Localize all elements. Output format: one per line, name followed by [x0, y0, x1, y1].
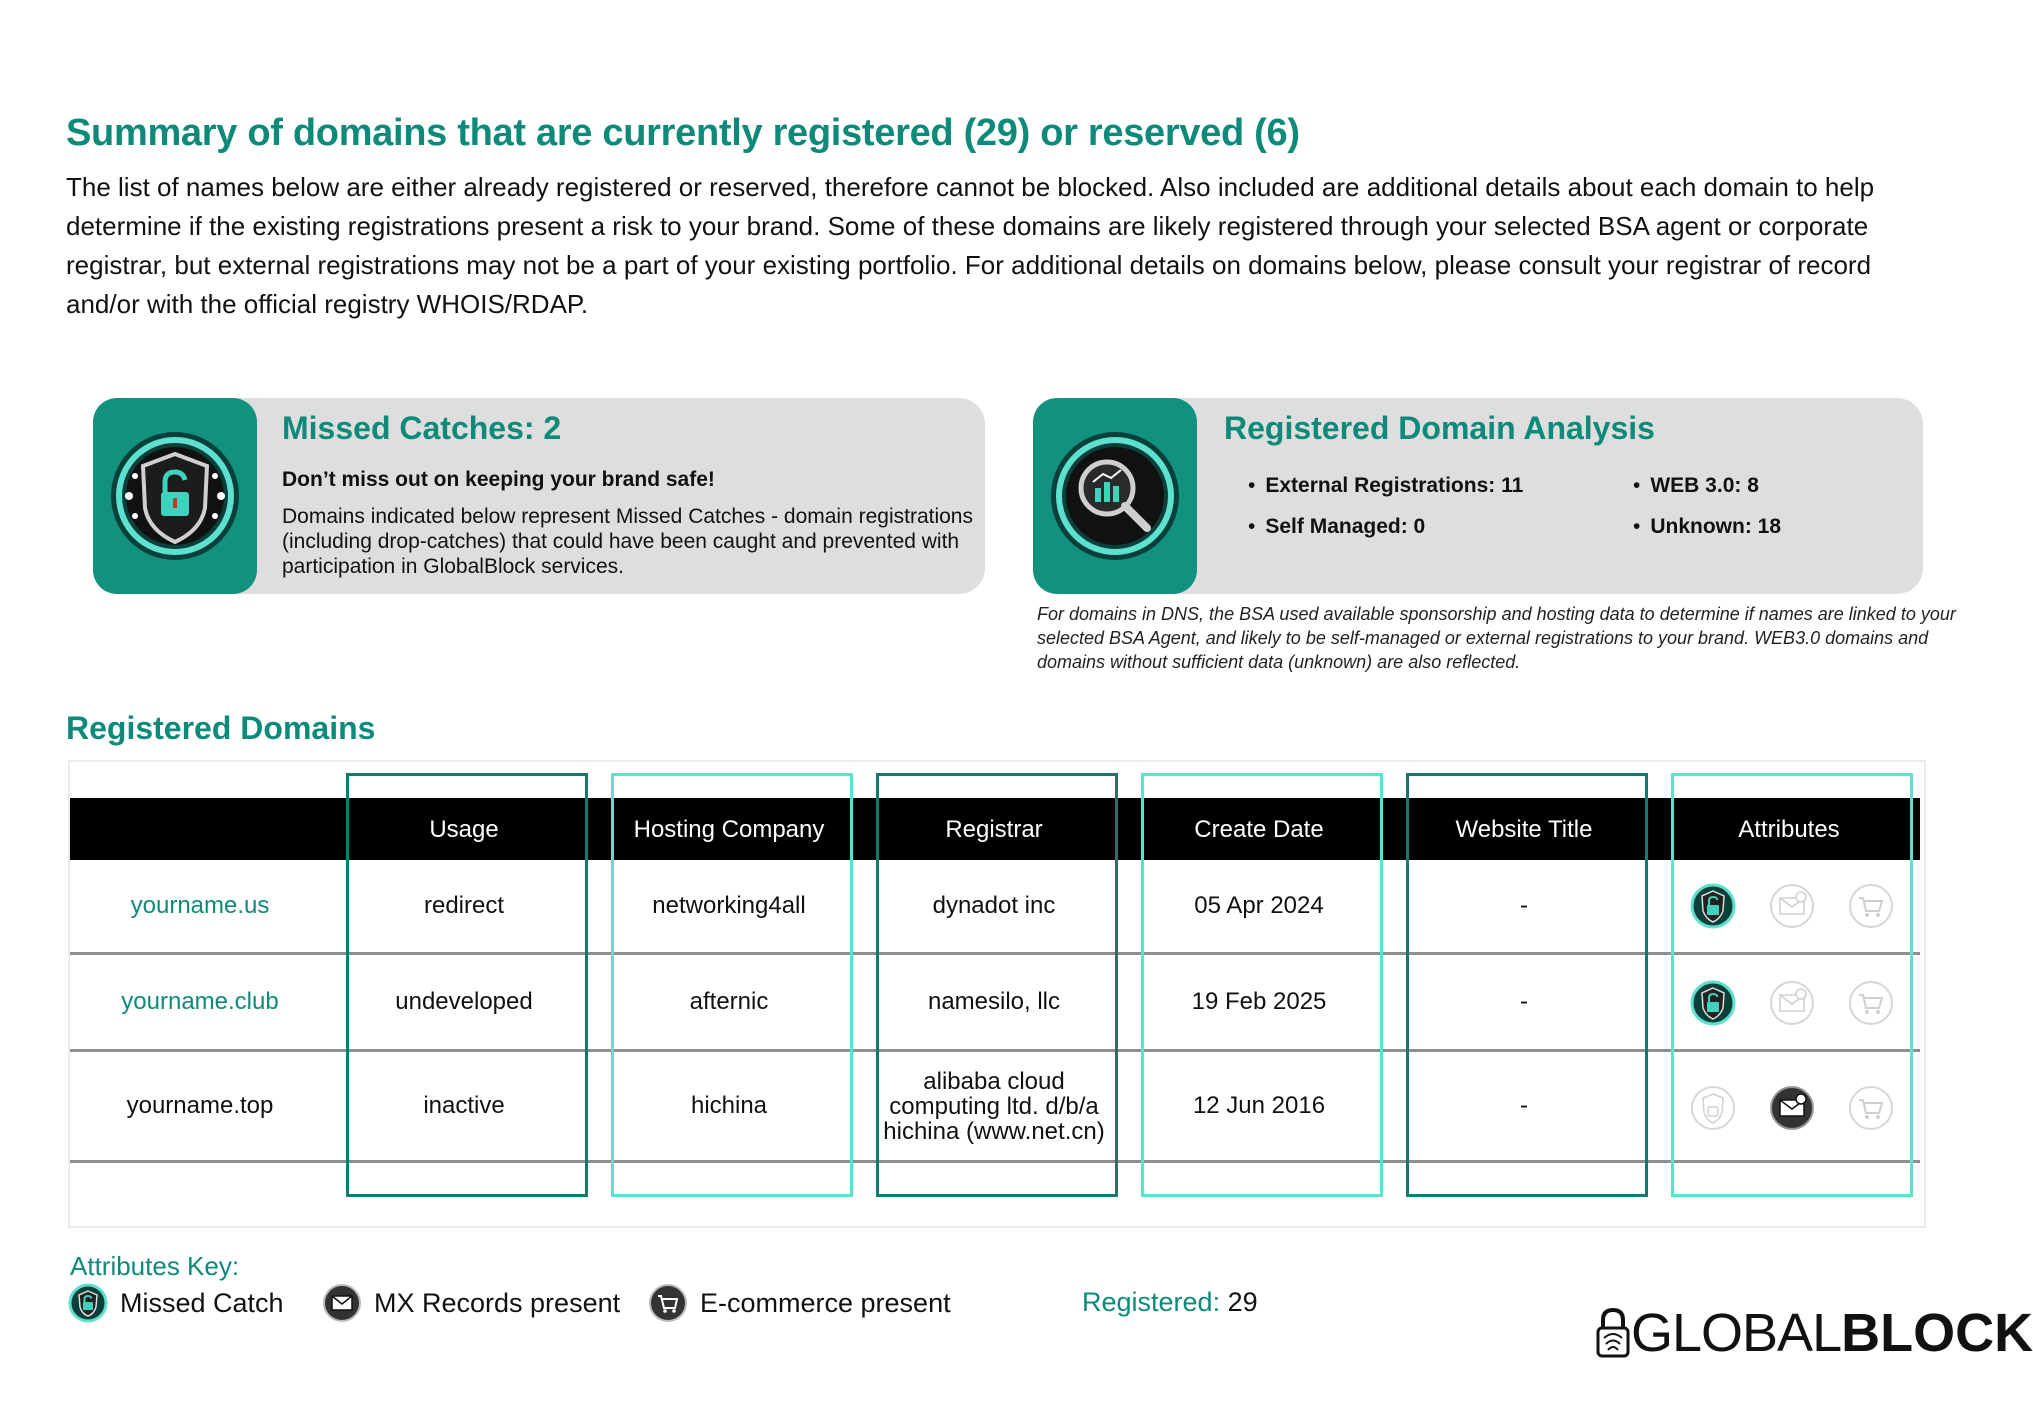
column-outline-hosting: [611, 773, 853, 1197]
key-ecommerce: [648, 1283, 951, 1323]
fingerprint-lock-icon: [1595, 1306, 1631, 1360]
table-cell-website-title: -: [1520, 1092, 1528, 1119]
table-cell-website-title: -: [1520, 892, 1528, 919]
key-mx-records: [322, 1283, 620, 1323]
cart-icon: [648, 1283, 688, 1323]
table-cell-usage: undeveloped: [395, 988, 533, 1015]
table-cell-registrar: alibaba cloud computing ltd. d/b/a hichina (www.net.cn): [883, 1067, 1105, 1145]
key-missed-catch: [68, 1283, 284, 1323]
missed-catch-icon: [68, 1283, 108, 1323]
registered-count-label: Registered:: [1082, 1287, 1221, 1317]
col-header-attributes: Attributes: [1738, 816, 1840, 843]
table-cell-hosting: hichina: [690, 1092, 768, 1119]
table-cell-hosting: afternic: [689, 988, 769, 1015]
col-header-registrar: Registrar: [945, 816, 1043, 843]
stat-self-managed: • Self Managed: 0: [1248, 515, 1425, 539]
stat-external-registrations: • External Registrations: 11: [1248, 474, 1523, 498]
table-cell-registrar: dynadot inc: [932, 892, 1056, 919]
logo-text-light: GLOBAL: [1631, 1303, 1842, 1363]
attributes-key-title: Attributes Key:: [70, 1251, 240, 1281]
missed-catches-description: Domains indicated below represent Missed Catches - domain registrations (including drop-catches) that could have been caught and prevented with participation in GlobalBlock services.: [282, 505, 973, 578]
table-cell-domain[interactable]: yourname.club: [121, 988, 279, 1015]
table-cell-create-date: 05 Apr 2024: [1194, 892, 1324, 919]
logo-text-bold: BLOCK: [1841, 1303, 2033, 1363]
table-cell-create-date: 12 Jun 2016: [1192, 1092, 1326, 1119]
key-missed-catch-label: Missed Catch: [120, 1287, 284, 1318]
column-outline-usage: [346, 773, 588, 1197]
table-cell-website-title: -: [1520, 988, 1528, 1015]
col-header-usage: Usage: [429, 816, 499, 843]
analysis-magnifier-icon: [1033, 398, 1197, 594]
registered-domains-heading: Registered Domains: [66, 710, 376, 746]
missed-catch-shield-icon: [93, 398, 257, 594]
registered-count-value: 29: [1227, 1287, 1258, 1317]
intro-paragraph: The list of names below are either already registered or reserved, therefore cannot be blocked. Also included are additional details about each domain to help determine if the existing registrations present a risk to your brand. Some of these domains are likely registered through your selected BSA agent or corporate registrar, but external registrations may not be a part of your existing portfolio. For additional details on domains below, please consult your registrar of record and/or with the official registry WHOIS/RDAP.: [66, 172, 1875, 319]
table-cell-registrar: namesilo, llc: [927, 988, 1061, 1015]
mail-icon: [322, 1283, 362, 1323]
stat-web3: • WEB 3.0: 8: [1633, 474, 1759, 498]
missed-catches-heading: Missed Catches: 2: [282, 410, 562, 446]
column-outline-website-title: [1406, 773, 1648, 1197]
table-cell-domain[interactable]: yourname.top: [126, 1092, 274, 1119]
col-header-website-title: Website Title: [1455, 816, 1593, 843]
stat-unknown: • Unknown: 18: [1633, 515, 1781, 539]
registered-count: [1082, 1287, 1258, 1318]
analysis-footnote: For domains in DNS, the BSA used available sponsorship and hosting data to determine if names are linked to your selected BSA Agent, and likely to be self-managed or external registrations to your brand. WEB3.0 domains and domains without sufficient data (unknown) are also reflected.: [1037, 604, 1956, 672]
col-header-create-date: Create Date: [1194, 816, 1324, 843]
table-cell-usage: inactive: [423, 1092, 505, 1119]
table-cell-create-date: 19 Feb 2025: [1191, 988, 1327, 1015]
key-mx-records-label: MX Records present: [374, 1287, 621, 1318]
column-outline-create-date: [1141, 773, 1383, 1197]
globalblock-logo: [1595, 1305, 2033, 1361]
table-cell-usage: redirect: [423, 892, 505, 919]
column-outline-registrar: [876, 773, 1118, 1197]
table-cell-domain[interactable]: yourname.us: [130, 892, 270, 919]
analysis-heading: Registered Domain Analysis: [1224, 410, 1655, 446]
col-header-hosting: Hosting Company: [633, 816, 825, 843]
key-ecommerce-label: E-commerce present: [700, 1287, 951, 1318]
missed-catches-subheading: Don’t miss out on keeping your brand safe!: [282, 468, 715, 491]
page-title: Summary of domains that are currently registered (29) or reserved (6): [66, 112, 1300, 154]
table-cell-hosting: networking4all: [652, 892, 806, 919]
column-outline-attributes: [1671, 773, 1913, 1197]
